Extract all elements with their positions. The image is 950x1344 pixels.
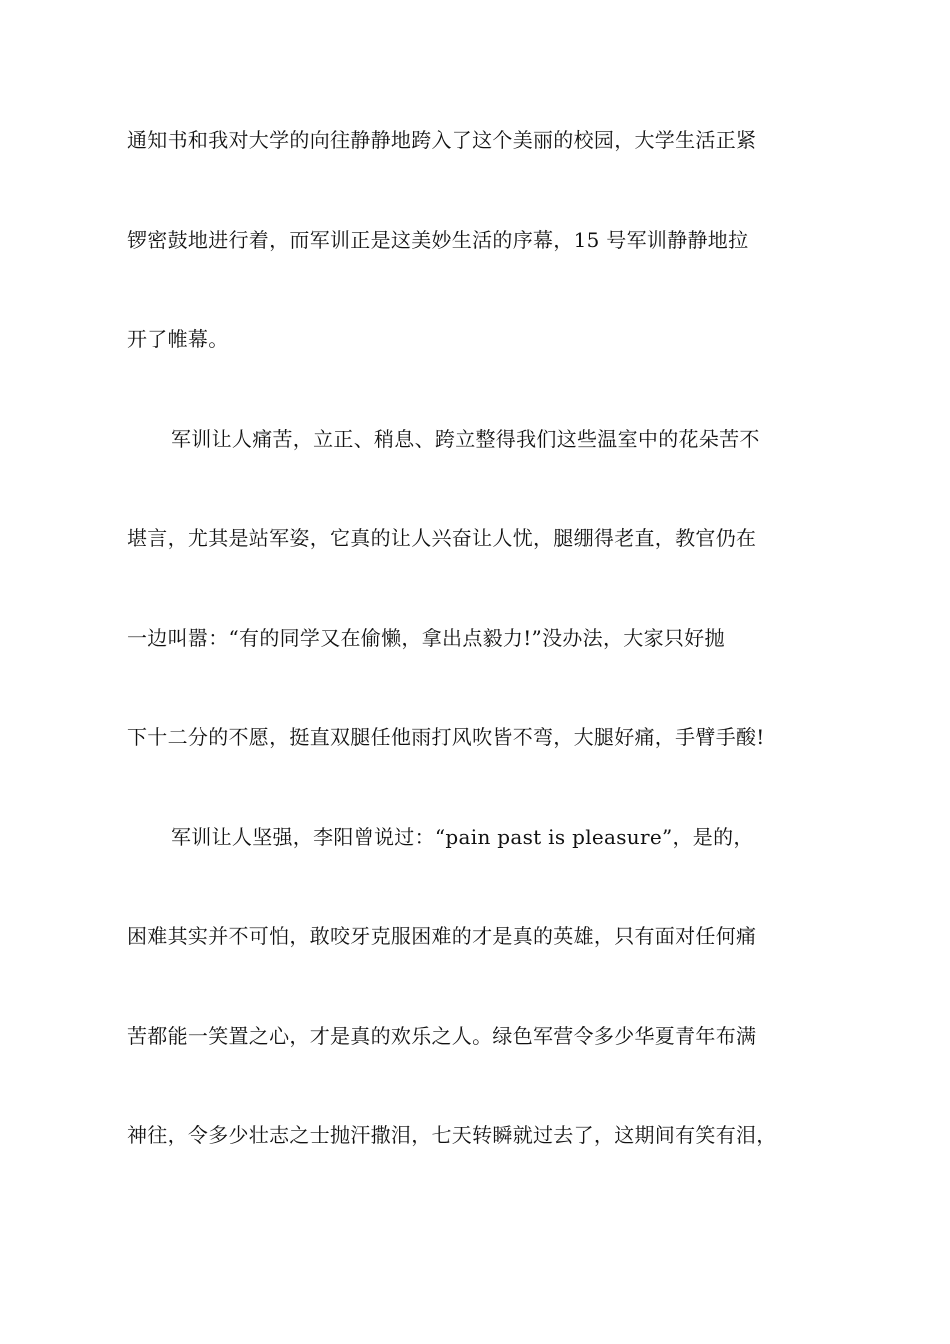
text-line: 一边叫嚣：“有的同学又在偷懒，拿出点毅力!”没办法，大家只好抛 <box>127 625 725 650</box>
text-line: 堪言，尤其是站军姿，它真的让人兴奋让人忧，腿绷得老直，教官仍在 <box>127 526 757 550</box>
text-line: 开了帷幕。 <box>127 327 229 351</box>
text-line: 通知书和我对大学的向往静静地跨入了这个美丽的校园，大学生活正紧 <box>127 128 757 152</box>
text-line: 下十二分的不愿，挺直双腿任他雨打风吹皆不弯，大腿好痛，手臂手酸! <box>127 725 765 749</box>
paragraph-first-line: 军训让人坚强，李阳曾说过：“pain past is pleasure”，是的， <box>171 824 754 849</box>
text-line: 苦都能一笑置之心，才是真的欢乐之人。绿色军营令多少华夏青年布满 <box>127 1023 757 1048</box>
body-text <box>127 118 827 1213</box>
text-line: 困难其实并不可怕，敢咬牙克服困难的才是真的英雄，只有面对任何痛 <box>127 924 757 948</box>
text-line: 锣密鼓地进行着，而军训正是这美妙生活的序幕，15 号军训静静地拉 <box>127 227 749 252</box>
text-line: 神往，令多少壮志之士抛汗撒泪，七天转瞬就过去了，这期间有笑有泪， <box>127 1123 777 1147</box>
paragraph-first-line: 军训让人痛苦，立正、稍息、跨立整得我们这些温室中的花朵苦不 <box>171 426 760 451</box>
